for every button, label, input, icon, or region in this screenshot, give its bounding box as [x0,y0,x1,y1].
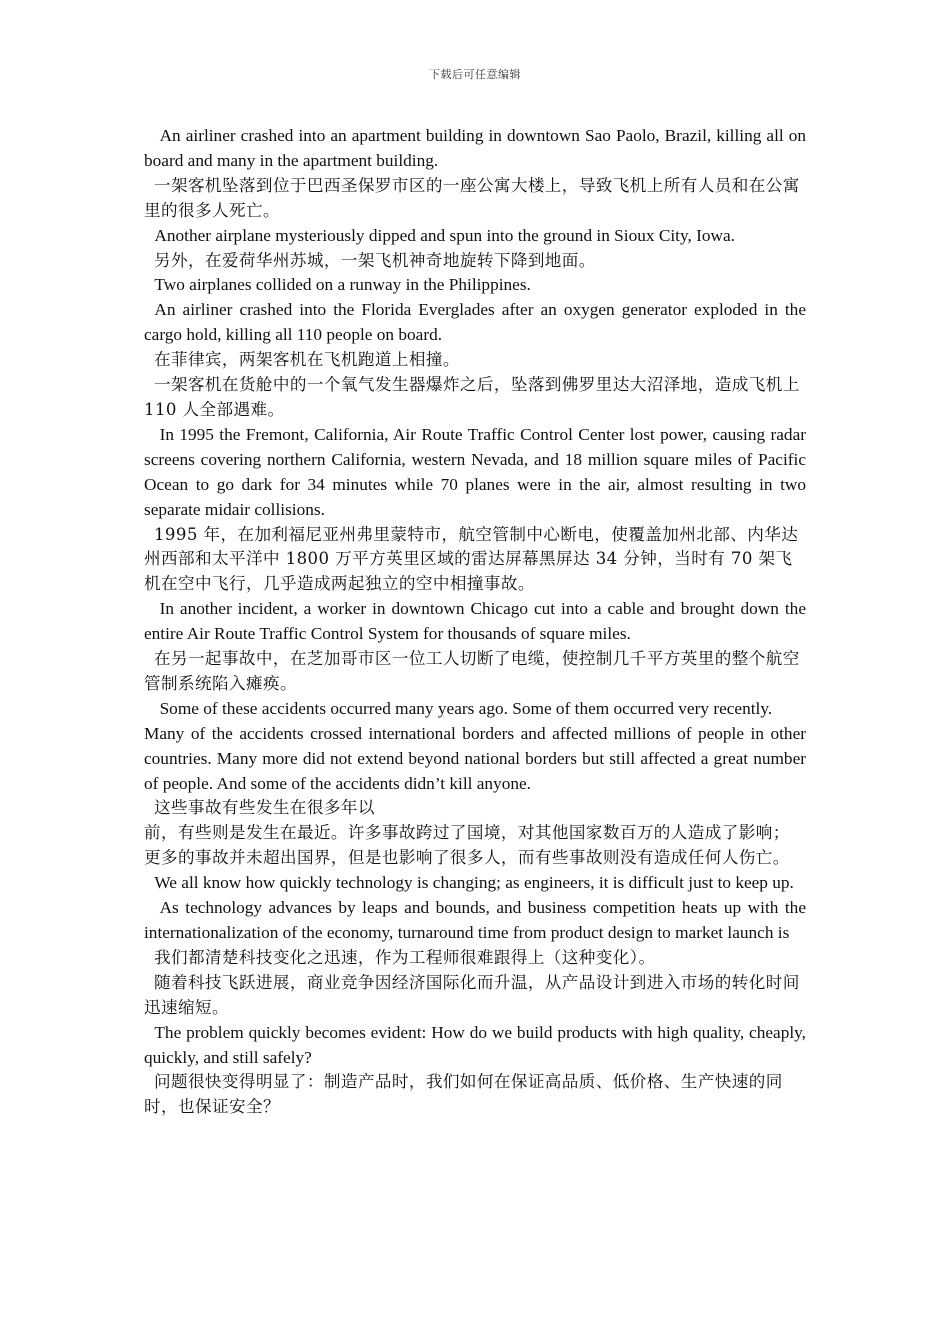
paragraph-chinese: 一架客机在货舱中的一个氧气发生器爆炸之后，坠落到佛罗里达大沼泽地，造成飞机上 110 人全部遇难。 [144,375,800,419]
page-header: 下载后可任意编辑 [429,69,521,81]
paragraph-chinese: 在菲律宾，两架客机在飞机跑道上相撞。 [153,350,460,370]
paragraph-english: An airliner crashed into an apartment building in downtown Sao Paolo, Brazil, killing all on board and many in the apartment building. [144,126,806,170]
paragraph-english: As technology advances by leaps and bounds, and business competition heats up with the internationalization of the economy, turnaround time from product design to market launch is [144,898,806,942]
paragraph-chinese: 我们都清楚科技变化之迅速，作为工程师很难跟得上（这种变化）。 [153,947,656,967]
paragraph-chinese: 另外，在爱荷华州苏城，一架飞机神奇地旋转下降到地面。 [153,250,596,270]
document-body [144,124,806,1120]
paragraph-english: An airliner crashed into the Florida Everglades after an oxygen generator exploded in the cargo hold, killing all 110 people on board. [144,300,806,345]
paragraph-english: The problem quickly becomes evident: How do we build products with high quality, cheaply, quickly, and still safely? [144,1022,806,1067]
paragraph-english: In 1995 the Fremont, California, Air Route Traffic Control Center lost power, causing radar screens covering northern California, western Nevada, and 18 million square miles of Pacific Ocean to go dark for 34 minutes while 70 planes were in the air, almost resulting in two separate midair collisions. [144,424,806,519]
paragraph-english: In another incident, a worker in downtown Chicago cut into a cable and brought down the entire Air Route Traffic Control System for thousands of square miles. [144,599,806,644]
paragraph-chinese: 一架客机坠落到位于巴西圣保罗市区的一座公寓大楼上，导致飞机上所有人员和在公寓里的很多人死亡。 [144,175,800,220]
paragraph-english: Some of these accidents occurred many years ago. Some of them occurred very recently. [159,698,773,718]
paragraph-chinese: 问题很快变得明显了：制造产品时，我们如何在保证高品质、低价格、生产快速的同时，也保证安全？ [144,1072,783,1117]
paragraph-english: Another airplane mysteriously dipped and spun into the ground in Sioux City, Iowa. [154,225,735,245]
paragraph-chinese: 前，有些则是发生在最近。许多事故跨过了国境，对其他国家数百万的人造成了影响；更多的事故并未超出国界，但是也影响了很多人，而有些事故则没有造成任何人伤亡。 [144,823,790,868]
paragraph-english: Two airplanes collided on a runway in the Philippines. [154,275,531,295]
paragraph-english: We all know how quickly technology is changing; as engineers, it is difficult just to keep up. [154,873,794,893]
paragraph-chinese: 1995 年，在加利福尼亚州弗里蒙特市，航空管制中心断电，使覆盖加州北部、内华达州西部和太平洋中 1800 万平方英里区域的雷达屏幕黑屏达 34 分钟，当时有 70 架飞机在空中飞行，几乎造成两起独立的空中相撞事故。 [144,524,799,594]
paragraph-english: Many of the accidents crossed international borders and affected millions of people in other countries. Many more did not extend beyond national borders but still affected a great number of people. And some of the accidents didn’t kill anyone. [144,723,806,793]
paragraph-chinese: 随着科技飞跃进展，商业竞争因经济国际化而升温，从产品设计到进入市场的转化时间迅速缩短。 [144,972,800,1017]
paragraph-chinese: 这些事故有些发生在很多年以 [153,798,375,818]
paragraph-chinese: 在另一起事故中，在芝加哥市区一位工人切断了电缆，使控制几千平方英里的整个航空管制系统陷入瘫痪。 [144,649,800,693]
